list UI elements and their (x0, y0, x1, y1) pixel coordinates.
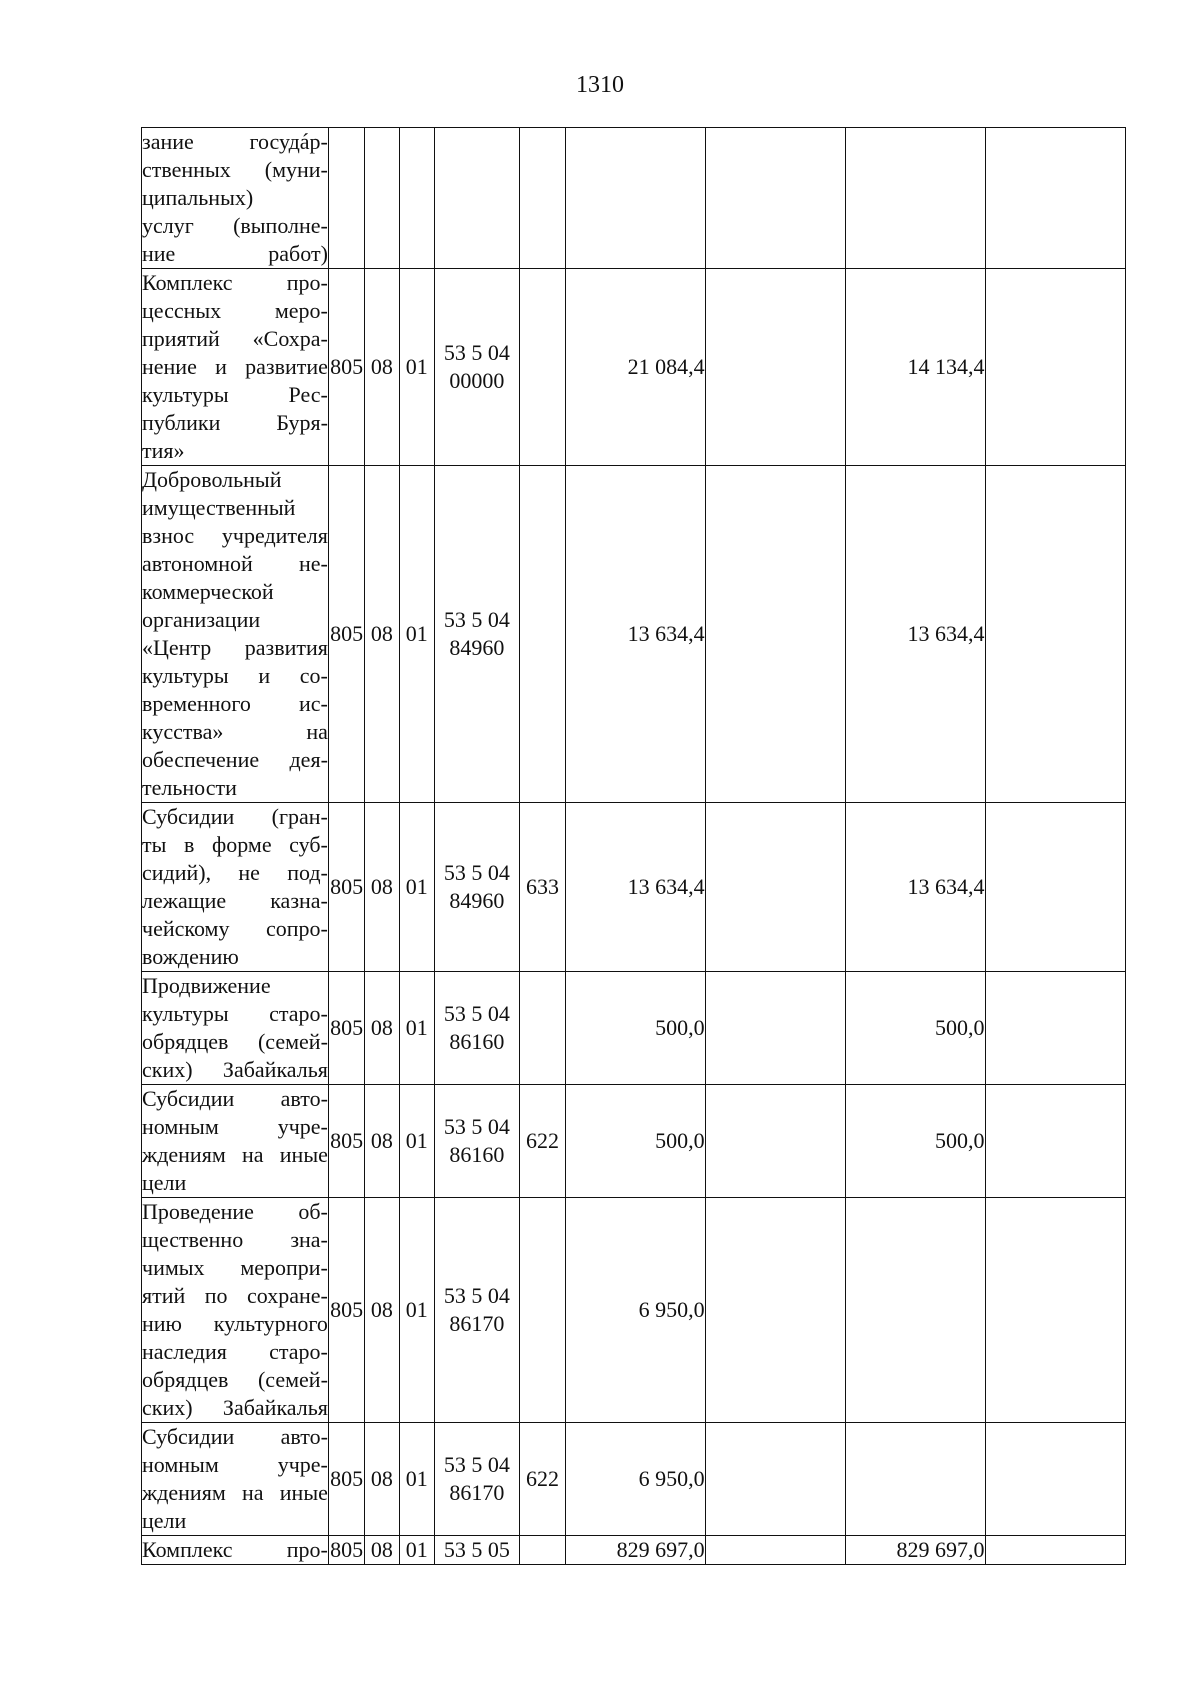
gr-code-cell: 805 (328, 1536, 364, 1565)
rz-code-cell (365, 128, 399, 269)
row-name-line: коммерческой (142, 579, 274, 604)
amount-cell-2 (705, 1536, 845, 1565)
row-name-cell (142, 1423, 329, 1536)
row-name-line: цели (142, 1170, 187, 1195)
row-name-line: автономной не- (142, 551, 328, 576)
row-name-line: «Центр развития (142, 635, 328, 660)
amount-cell-4 (985, 803, 1126, 972)
row-name-line: кусства» на (142, 719, 328, 744)
csr-code-part: 86170 (449, 1480, 505, 1505)
amount-cell-2 (705, 972, 845, 1085)
row-name-line: тия» (142, 438, 185, 463)
csr-code-part: 84960 (449, 635, 505, 660)
row-name-line: приятий «Сохра- (142, 326, 328, 351)
row-name-line: сидий), не под- (142, 860, 328, 885)
vr-code-cell (519, 1198, 565, 1423)
row-name-line: временного ис- (142, 691, 328, 716)
row-name-line: тельности (142, 775, 237, 800)
row-name-line: щественно зна- (142, 1227, 328, 1252)
csr-code-cell (434, 128, 519, 269)
gr-code-cell: 805 (328, 1423, 364, 1536)
amount-cell-3: 13 634,4 (846, 803, 985, 972)
vr-code-cell: 622 (519, 1423, 565, 1536)
row-name-line: ских) Забайкалья (142, 1395, 328, 1420)
rz-code-cell: 08 (365, 269, 399, 466)
csr-code-part: 00000 (449, 368, 505, 393)
row-name-line: Продвижение (142, 973, 271, 998)
row-name-line: цессных меро- (142, 298, 328, 323)
amount-cell-3: 14 134,4 (846, 269, 985, 466)
row-name-cell (142, 1536, 329, 1565)
csr-code-part: 53 5 04 (443, 607, 510, 632)
csr-code-part: 53 5 04 (443, 860, 510, 885)
pr-code-cell: 01 (399, 269, 434, 466)
row-name-line: взнос учредителя (142, 523, 328, 548)
amount-cell-1 (566, 128, 705, 269)
row-name-cell (142, 466, 329, 803)
row-name-line: Проведение об- (142, 1199, 328, 1224)
row-name-line: обеспечение дея- (142, 747, 328, 772)
pr-code-cell: 01 (399, 1085, 434, 1198)
row-name-cell (142, 269, 329, 466)
amount-cell-2 (705, 128, 845, 269)
gr-code-cell: 805 (328, 466, 364, 803)
amount-cell-3: 13 634,4 (846, 466, 985, 803)
row-name-line: нение и развитие (142, 354, 328, 379)
pr-code-cell: 01 (399, 1423, 434, 1536)
table-row (142, 1198, 1126, 1423)
row-name-line: чимых меропри- (142, 1255, 328, 1280)
row-name-line: ских) Забайкалья (142, 1057, 328, 1082)
amount-cell-1: 829 697,0 (566, 1536, 705, 1565)
rz-code-cell: 08 (365, 803, 399, 972)
csr-code-part: 84960 (449, 888, 505, 913)
row-name-line: обрядцев (семей- (142, 1029, 328, 1054)
row-name-cell (142, 1198, 329, 1423)
row-name-line: обрядцев (семей- (142, 1367, 328, 1392)
row-name-line: ственных (муни- (142, 157, 328, 182)
csr-code-part: 53 5 04 (443, 1452, 510, 1477)
row-name-line: культуры старо- (142, 1001, 328, 1026)
csr-code-cell (434, 269, 519, 466)
amount-cell-4 (985, 1423, 1126, 1536)
row-name-line: наследия старо- (142, 1339, 328, 1364)
row-name-line: имущественный (142, 495, 296, 520)
row-name-line: чейскому сопро- (142, 916, 328, 941)
amount-cell-1: 13 634,4 (566, 803, 705, 972)
row-name-line: ние работ) (142, 241, 328, 266)
amount-cell-3 (846, 1198, 985, 1423)
row-name-line: ждениям на иные (142, 1480, 328, 1505)
rz-code-cell: 08 (365, 466, 399, 803)
pr-code-cell: 01 (399, 466, 434, 803)
rz-code-cell: 08 (365, 1198, 399, 1423)
table-row (142, 1536, 1126, 1565)
table-row (142, 128, 1126, 269)
amount-cell-1: 6 950,0 (566, 1423, 705, 1536)
csr-code-part: 53 5 04 (443, 340, 510, 365)
csr-code-cell (434, 972, 519, 1085)
gr-code-cell: 805 (328, 972, 364, 1085)
amount-cell-1: 500,0 (566, 1085, 705, 1198)
rz-code-cell: 08 (365, 1536, 399, 1565)
amount-cell-1: 6 950,0 (566, 1198, 705, 1423)
gr-code-cell: 805 (328, 269, 364, 466)
row-name-line: лежащие казна- (142, 888, 328, 913)
row-name-line: Комплекс про- (142, 1537, 328, 1562)
page-number: 1310 (576, 72, 624, 98)
csr-code-cell (434, 803, 519, 972)
csr-code-cell (434, 1085, 519, 1198)
row-name-line: ты в форме суб- (142, 832, 328, 857)
amount-cell-4 (985, 128, 1126, 269)
row-name-line: вождению (142, 944, 239, 969)
csr-code-part: 86160 (449, 1142, 505, 1167)
amount-cell-3 (846, 1423, 985, 1536)
gr-code-cell: 805 (328, 803, 364, 972)
vr-code-cell: 622 (519, 1085, 565, 1198)
row-name-line: организации (142, 607, 261, 632)
pr-code-cell (399, 128, 434, 269)
amount-cell-2 (705, 1423, 845, 1536)
vr-code-cell (519, 128, 565, 269)
row-name-line: ципальных) (142, 185, 254, 210)
row-name-line: Комплекс про- (142, 270, 328, 295)
vr-code-cell (519, 1536, 565, 1565)
row-name-line: номным учре- (142, 1114, 328, 1139)
gr-code-cell (328, 128, 364, 269)
amount-cell-4 (985, 269, 1126, 466)
row-name-line: цели (142, 1508, 187, 1533)
rz-code-cell: 08 (365, 972, 399, 1085)
table-body (142, 128, 1126, 1565)
rz-code-cell: 08 (365, 1085, 399, 1198)
row-name-cell (142, 1085, 329, 1198)
table-row (142, 803, 1126, 972)
row-name-line: культуры Рес- (142, 382, 328, 407)
amount-cell-4 (985, 466, 1126, 803)
csr-code-part: 53 5 04 (443, 1114, 510, 1139)
table-row (142, 972, 1126, 1085)
table-row (142, 1085, 1126, 1198)
row-name-line: нию культурного (142, 1311, 328, 1336)
budget-table (141, 127, 1126, 1565)
pr-code-cell: 01 (399, 803, 434, 972)
pr-code-cell: 01 (399, 972, 434, 1085)
row-name-line: Субсидии авто- (142, 1086, 328, 1111)
vr-code-cell (519, 269, 565, 466)
table-row (142, 269, 1126, 466)
row-name-line: Субсидии авто- (142, 1424, 328, 1449)
amount-cell-3: 829 697,0 (846, 1536, 985, 1565)
csr-code-cell (434, 1536, 519, 1565)
pr-code-cell: 01 (399, 1198, 434, 1423)
row-name-line: ятий по сохране- (142, 1283, 328, 1308)
amount-cell-1: 13 634,4 (566, 466, 705, 803)
row-name-cell (142, 972, 329, 1085)
amount-cell-3: 500,0 (846, 1085, 985, 1198)
amount-cell-2 (705, 803, 845, 972)
csr-code-cell (434, 466, 519, 803)
rz-code-cell: 08 (365, 1423, 399, 1536)
amount-cell-2 (705, 1198, 845, 1423)
row-name-line: Добровольный (142, 467, 282, 492)
row-name-line: услуг (выполне- (142, 213, 328, 238)
table-row (142, 1423, 1126, 1536)
amount-cell-4 (985, 972, 1126, 1085)
gr-code-cell: 805 (328, 1198, 364, 1423)
vr-code-cell (519, 466, 565, 803)
table-row (142, 466, 1126, 803)
amount-cell-2 (705, 1085, 845, 1198)
row-name-line: номным учре- (142, 1452, 328, 1477)
pr-code-cell: 01 (399, 1536, 434, 1565)
csr-code-part: 53 5 04 (443, 1001, 510, 1026)
vr-code-cell: 633 (519, 803, 565, 972)
amount-cell-3 (846, 128, 985, 269)
csr-code-part: 53 5 05 (443, 1537, 510, 1562)
csr-code-part: 86160 (449, 1029, 505, 1054)
row-name-line: зание госудáр- (142, 129, 328, 154)
csr-code-part: 86170 (449, 1311, 505, 1336)
gr-code-cell: 805 (328, 1085, 364, 1198)
amount-cell-2 (705, 466, 845, 803)
row-name-line: культуры и со- (142, 663, 328, 688)
amount-cell-4 (985, 1198, 1126, 1423)
amount-cell-1: 21 084,4 (566, 269, 705, 466)
csr-code-cell (434, 1423, 519, 1536)
amount-cell-4 (985, 1085, 1126, 1198)
row-name-line: ждениям на иные (142, 1142, 328, 1167)
amount-cell-1: 500,0 (566, 972, 705, 1085)
csr-code-part: 53 5 04 (443, 1283, 510, 1308)
row-name-line: Субсидии (гран- (142, 804, 328, 829)
row-name-line: публики Буря- (142, 410, 328, 435)
amount-cell-4 (985, 1536, 1126, 1565)
vr-code-cell (519, 972, 565, 1085)
amount-cell-2 (705, 269, 845, 466)
row-name-cell (142, 128, 329, 269)
row-name-cell (142, 803, 329, 972)
csr-code-cell (434, 1198, 519, 1423)
amount-cell-3: 500,0 (846, 972, 985, 1085)
